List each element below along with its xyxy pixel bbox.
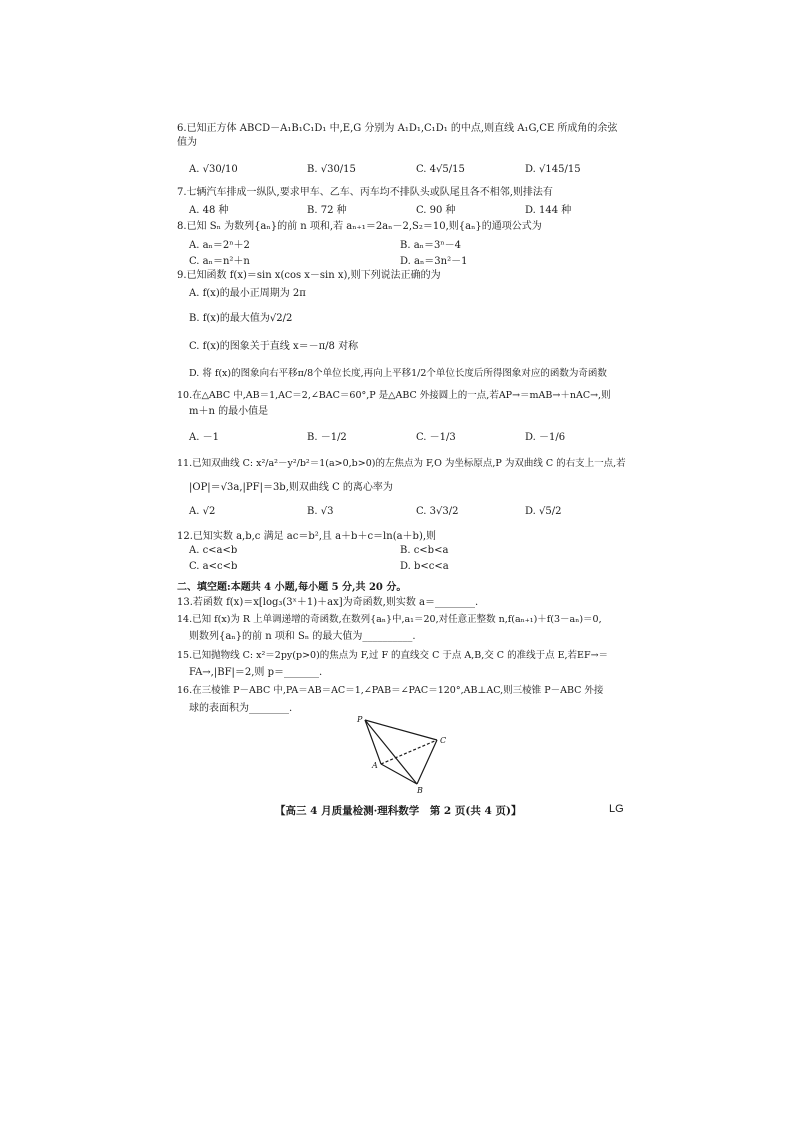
question-14-line2: 则数列{aₙ}的前 n 项和 Sₙ 的最大值为__________. <box>189 631 416 642</box>
question-10-options <box>189 428 609 442</box>
option-b: B. √30/15 <box>307 164 356 175</box>
option-b: B. c<b<a <box>400 545 449 556</box>
option-c: C. －1/3 <box>416 432 456 443</box>
option-d: D. －1/6 <box>525 432 566 443</box>
question-16-line2: 球的表面积为________. <box>189 703 293 714</box>
question-9-option-d: D. 将 f(x)的图象向右平移π/8个单位长度,再向上平移1/2个单位长度后所得图象对应的函数为奇函数 <box>189 368 607 379</box>
option-d: D. b<c<a <box>400 561 449 572</box>
question-8 <box>177 220 622 234</box>
option-c: C. 4√5/15 <box>416 164 465 175</box>
question-9-option-a: A. f(x)的最小正周期为 2π <box>189 288 306 299</box>
tetrahedron-figure <box>355 714 455 794</box>
question-12-options-row2 <box>189 561 609 575</box>
question-6-stem: 6.已知正方体 ABCD－A₁B₁C₁D₁ 中,E,G 分别为 A₁D₁,C₁D₁ 的中点,则直线 A₁G,CE 所成角的余弦值为 <box>177 123 618 148</box>
option-b: B. aₙ＝3ⁿ－4 <box>400 240 462 251</box>
option-a: A. c<a<b <box>189 545 238 556</box>
question-15-line2: FA→,|BF|＝2,则 p＝_______. <box>189 667 323 678</box>
option-a: A. －1 <box>189 432 219 443</box>
question-10-stem-line1: 10.在△ABC 中,AB＝1,AC＝2,∠BAC＝60°,P 是△ABC 外接圆上的一点,若AP→＝mAB→＋nAC→,则 <box>177 390 611 401</box>
question-16-line1: 16.在三棱锥 P－ABC 中,PA＝AB＝AC＝1,∠PAB＝∠PAC＝120°,AB⊥AC,则三棱锥 P－ABC 外接 <box>177 685 604 696</box>
option-b: B. 72 种 <box>307 205 347 216</box>
page-footer: 【高三 4 月质量检测·理科数学 第 2 页(共 4 页)】 <box>275 805 522 817</box>
question-12-stem: 12.已知实数 a,b,c 满足 ac＝b²,且 a＋b＋c＝ln(a＋b),则 <box>177 531 437 542</box>
question-11-stem-line1: 11.已知双曲线 C: x²/a²－y²/b²＝1(a>0,b>0)的左焦点为 F,O 为坐标原点,P 为双曲线 C 的右支上一点,若 <box>177 458 626 469</box>
option-d: D. √5/2 <box>525 506 562 517</box>
option-b: B. √3 <box>307 506 334 517</box>
edge-ac-hidden <box>381 740 437 764</box>
question-6-options <box>189 164 609 178</box>
option-c: C. 90 种 <box>416 205 456 216</box>
option-d: D. aₙ＝3n²－1 <box>400 256 468 267</box>
edge-bc <box>417 740 437 784</box>
option-d: D. √145/15 <box>525 164 581 175</box>
option-a: A. aₙ＝2ⁿ＋2 <box>189 240 250 251</box>
edge-pc <box>365 720 437 740</box>
option-a: A. 48 种 <box>189 205 229 216</box>
question-14-line1: 14.已知 f(x)为 R 上单调递增的奇函数,在数列{aₙ}中,a₁＝20,对任意正整数 n,f(aₙ₊₁)＋f(3－aₙ)＝0, <box>177 614 602 625</box>
question-12 <box>177 530 622 544</box>
question-13: 13.若函数 f(x)＝x[log₃(3ˣ＋1)＋ax]为奇函数,则实数 a＝________. <box>177 597 479 608</box>
option-a: A. √30/10 <box>189 164 238 175</box>
option-b: B. －1/2 <box>307 432 347 443</box>
question-12-options-row1 <box>189 545 609 559</box>
question-11-options <box>189 506 609 520</box>
option-c: C. a<c<b <box>189 561 238 572</box>
question-9-option-c: C. f(x)的图象关于直线 x＝－π/8 对称 <box>189 341 359 352</box>
question-7 <box>177 186 622 200</box>
question-10-stem-line2: m＋n 的最小值是 <box>189 406 269 417</box>
option-a: A. √2 <box>189 506 216 517</box>
question-7-options <box>189 201 609 215</box>
label-a: A <box>372 761 378 770</box>
question-11-stem-line2: |OP|＝√3a,|PF|＝3b,则双曲线 C 的离心率为 <box>189 482 393 493</box>
option-c: C. aₙ＝n²＋n <box>189 256 250 267</box>
section-heading-fill-in: 二、填空题:本题共 4 小题,每小题 5 分,共 20 分。 <box>177 582 407 593</box>
exam-code: LG <box>609 803 624 815</box>
question-6 <box>177 122 622 150</box>
option-d: D. 144 种 <box>525 205 572 216</box>
option-c: C. 3√3/2 <box>416 506 459 517</box>
label-b: B <box>417 786 423 794</box>
question-9-stem: 9.已知函数 f(x)＝sin x(cos x－sin x),则下列说法正确的为 <box>177 270 441 281</box>
question-7-stem: 7.七辆汽车排成一纵队,要求甲车、乙车、丙车均不排队头或队尾且各不相邻,则排法有 <box>177 187 553 198</box>
question-8-stem: 8.已知 Sₙ 为数列{aₙ}的前 n 项和,若 aₙ₊₁＝2aₙ－2,S₂＝10,则{aₙ}的通项公式为 <box>177 221 542 232</box>
question-9-option-b: B. f(x)的最大值为√2/2 <box>189 313 293 324</box>
question-15-line1: 15.已知抛物线 C: x²＝2py(p>0)的焦点为 F,过 F 的直线交 C 于点 A,B,交 C 的准线于点 E,若EF→＝ <box>177 650 609 661</box>
question-9 <box>177 269 622 283</box>
question-8-options-row1 <box>189 236 609 250</box>
label-p: P <box>357 715 363 724</box>
question-8-options-row2 <box>189 252 609 266</box>
label-c: C <box>440 736 447 745</box>
edge-pa <box>365 720 381 764</box>
edge-ab <box>381 764 417 784</box>
